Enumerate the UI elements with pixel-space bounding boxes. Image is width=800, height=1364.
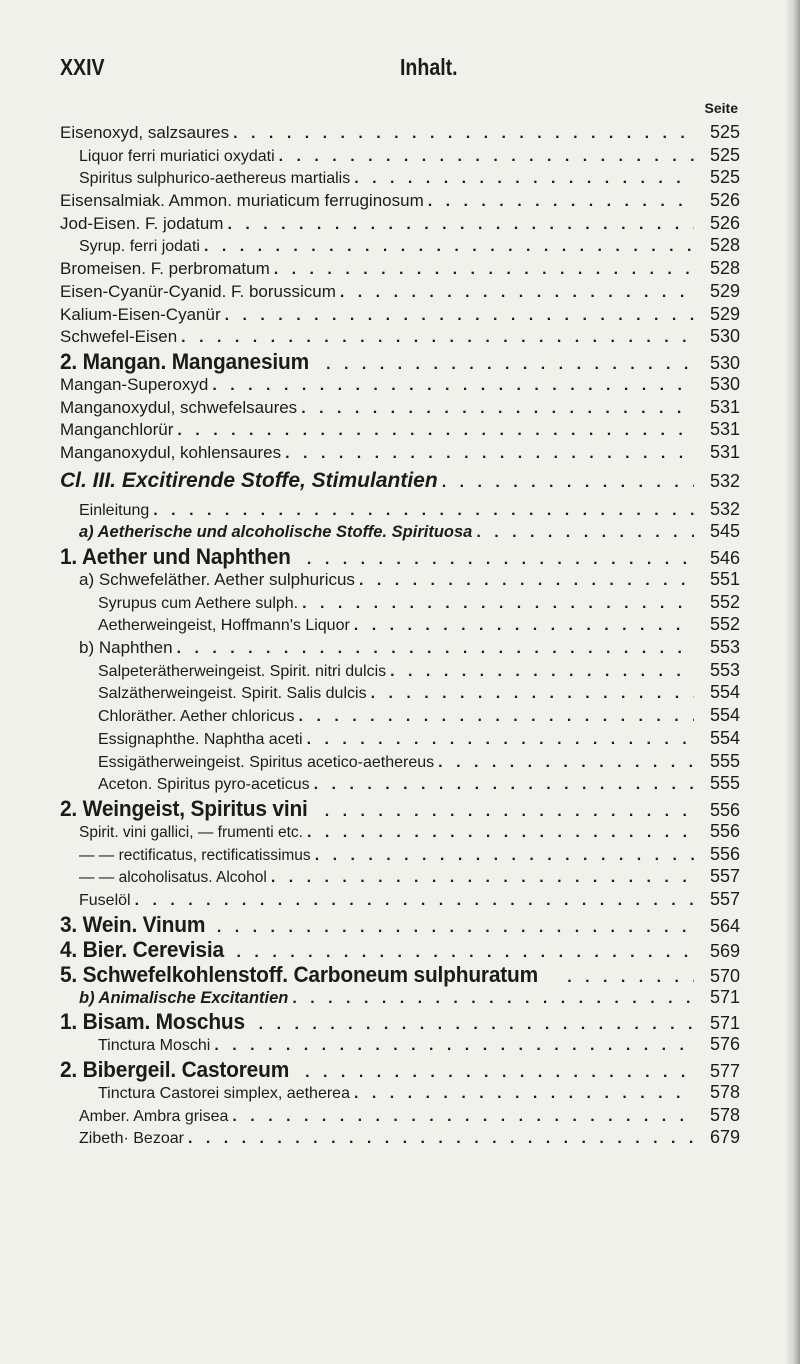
toc-entry xyxy=(60,1105,740,1128)
toc-entry-title: Fuselöl xyxy=(79,891,131,909)
dot-leader xyxy=(371,685,694,703)
toc-entry xyxy=(60,821,740,844)
toc-entry-page: 578 xyxy=(709,1104,740,1125)
toc-entry xyxy=(60,660,740,683)
toc-entry-page: 571 xyxy=(709,986,740,1007)
toc-entry-title: Tinctura Moschi xyxy=(98,1037,211,1055)
toc-entry xyxy=(60,1127,740,1150)
seite-column-label: Seite xyxy=(704,100,738,116)
toc-entry-page: 532 xyxy=(709,470,740,491)
toc-entry xyxy=(60,866,740,889)
dot-leader xyxy=(177,640,694,658)
toc-entry xyxy=(60,592,740,615)
toc-entry-page: 557 xyxy=(709,866,740,887)
toc-entry xyxy=(60,122,740,145)
toc-entry-page: 531 xyxy=(709,419,740,440)
running-title: Inhalt. xyxy=(400,54,458,80)
dot-leader xyxy=(237,944,694,962)
dot-leader xyxy=(307,731,694,749)
toc-entry-title: Manganoxydul, schwefelsaures xyxy=(60,397,298,417)
dot-leader xyxy=(476,524,694,542)
toc-entry-title: Eisenoxyd, salzsaures xyxy=(60,123,230,142)
dot-leader xyxy=(259,1016,694,1034)
toc-entry-title: Essignaphthe. Naphtha aceti xyxy=(98,730,303,748)
toc-entry-page: 557 xyxy=(709,888,740,909)
toc-entry xyxy=(60,281,740,304)
toc-entry xyxy=(60,1057,740,1082)
toc-entry xyxy=(60,326,740,349)
dot-leader xyxy=(325,803,694,821)
dot-leader xyxy=(135,892,694,910)
toc-entry-title: 4. Bier. Cerevisia xyxy=(60,936,224,962)
toc-entry-page: 576 xyxy=(709,1034,740,1055)
toc-entry-page: 564 xyxy=(709,915,740,936)
toc-entry-title: Spiritus sulphurico-aethereus martialis xyxy=(79,170,351,188)
toc-entry-title: Schwefel-Eisen xyxy=(60,327,178,347)
toc-entry xyxy=(60,569,740,592)
toc-entry-page: 551 xyxy=(709,569,740,589)
toc-entry-page: 552 xyxy=(709,591,740,612)
toc-entry-page: 556 xyxy=(709,820,740,841)
toc-entry-title: Einleitung xyxy=(79,501,150,519)
toc-entry-page: 556 xyxy=(709,843,740,864)
toc-entry xyxy=(60,419,740,442)
toc-entry-title: 1. Aether und Naphthen xyxy=(60,544,291,569)
toc-entry-title: 5. Schwefelkohlenstoff. Carboneum sulphuratum xyxy=(60,961,539,987)
toc-entry-page: 528 xyxy=(709,235,740,256)
toc-entry-title: Syrupus cum Aethere sulph. xyxy=(98,594,299,612)
toc-entry-page: 552 xyxy=(709,614,740,635)
dot-leader xyxy=(307,551,694,569)
dot-leader xyxy=(271,869,694,887)
toc-entry xyxy=(60,213,740,236)
dot-leader xyxy=(301,400,694,418)
dot-leader xyxy=(274,261,694,279)
toc-entry xyxy=(60,889,740,912)
toc-entry-page: 555 xyxy=(709,750,740,771)
toc-entry-page: 529 xyxy=(709,280,740,301)
toc-entry xyxy=(60,145,740,168)
dot-leader xyxy=(225,307,694,325)
toc-entry-title: Syrup. ferri jodati xyxy=(79,238,200,256)
toc-entry-title: 1. Bisam. Moschus xyxy=(60,1009,245,1035)
toc-entry-page: 526 xyxy=(709,212,740,233)
toc-entry-title: a) Schwefeläther. Aether sulphuricus xyxy=(79,570,355,589)
toc-entry xyxy=(60,987,740,1010)
toc-entry-title: Bromeisen. F. perbromatum xyxy=(60,259,270,279)
dot-leader xyxy=(292,990,694,1008)
toc-entry-page: 525 xyxy=(709,122,740,142)
toc-entry-title: Jod-Eisen. F. jodatum xyxy=(60,213,224,233)
toc-entry xyxy=(60,912,740,937)
toc-entry xyxy=(60,235,740,258)
toc-entry-page: 531 xyxy=(709,396,740,417)
toc-entry-page: 531 xyxy=(709,441,740,462)
toc-entry xyxy=(60,258,740,281)
toc-entry xyxy=(60,728,740,751)
dot-leader xyxy=(305,1064,694,1082)
toc-entry-title: a) Aetherische und alcoholische Stoffe. Spirituosa xyxy=(79,523,473,542)
toc-entry-page: 525 xyxy=(709,167,740,188)
dot-leader xyxy=(315,847,694,865)
toc-entry xyxy=(60,190,740,213)
toc-entry-page: 525 xyxy=(709,144,740,165)
dot-leader xyxy=(279,148,694,166)
dot-leader xyxy=(340,284,694,302)
dot-leader xyxy=(438,754,694,772)
dot-leader xyxy=(227,216,694,234)
toc-entry-title: Salpeterätherweingeist. Spirit. nitri dulcis xyxy=(98,662,387,680)
dot-leader xyxy=(307,824,694,842)
page-edge-shadow xyxy=(784,0,800,1364)
toc-entry xyxy=(60,397,740,420)
toc-entry-page: 555 xyxy=(709,773,740,794)
toc-entry xyxy=(60,751,740,774)
toc-entry-title: Aetherweingeist, Hoffmann's Liquor xyxy=(98,617,350,635)
toc-entry xyxy=(60,844,740,867)
toc-entry-title: b) Naphthen xyxy=(79,638,173,658)
dot-leader xyxy=(153,502,694,520)
toc-entry xyxy=(60,374,740,397)
toc-entry-page: 556 xyxy=(709,799,740,820)
toc-entry-title: 2. Mangan. Manganesium xyxy=(60,348,309,374)
toc-entry-page: 530 xyxy=(709,373,740,394)
toc-entry xyxy=(60,1082,740,1105)
toc-entry-page: 577 xyxy=(709,1061,740,1081)
toc-entry-page: 528 xyxy=(709,258,740,279)
toc-entry-page: 546 xyxy=(709,548,740,568)
toc-entry xyxy=(60,465,740,499)
dot-leader xyxy=(188,1130,694,1148)
toc-entry xyxy=(60,773,740,796)
toc-entry-page: 554 xyxy=(709,727,740,748)
toc-entry xyxy=(60,349,740,374)
toc-entry xyxy=(60,962,740,987)
toc-entry-title: Amber. Ambra grisea xyxy=(79,1107,229,1125)
dot-leader xyxy=(354,1085,694,1103)
toc-entry-page: 526 xyxy=(709,190,740,211)
toc-entry-title: Zibeth· Bezoar xyxy=(79,1130,184,1148)
toc-entry-page: 571 xyxy=(709,1013,740,1034)
dot-leader xyxy=(354,170,694,188)
dot-leader xyxy=(285,445,694,463)
toc-entry xyxy=(60,682,740,705)
toc-entry-title: 2. Bibergeil. Castoreum xyxy=(60,1057,290,1082)
toc-entry-page: 679 xyxy=(709,1127,740,1148)
toc-entry-page: 554 xyxy=(709,682,740,703)
toc-entry xyxy=(60,796,740,821)
toc-entry-title: Aceton. Spiritus pyro-aceticus xyxy=(98,776,310,794)
toc-entry-title: Manganoxydul, kohlensaures xyxy=(60,442,282,462)
toc-entry-title: Tinctura Castorei simplex, aetherea xyxy=(98,1085,350,1102)
dot-leader xyxy=(214,1037,694,1055)
toc-entry-title: Eisen-Cyanür-Cyanid. F. borussicum xyxy=(60,281,336,301)
dot-leader xyxy=(359,572,694,590)
dot-leader xyxy=(204,238,694,256)
dot-leader xyxy=(428,193,694,211)
toc-entry xyxy=(60,937,740,962)
table-of-contents xyxy=(60,122,740,1150)
toc-entry-title: Salzätherweingeist. Spirit. Salis dulcis xyxy=(98,685,367,703)
toc-entry xyxy=(60,544,740,569)
dot-leader xyxy=(299,708,694,726)
toc-entry xyxy=(60,442,740,465)
toc-entry-title: b) Animalische Excitantien xyxy=(79,988,289,1007)
toc-entry-title: Eisensalmiak. Ammon. muriaticum ferruginosum xyxy=(60,191,424,211)
toc-entry-title: Mangan-Superoxyd xyxy=(60,374,209,394)
toc-entry-page: 554 xyxy=(709,705,740,726)
toc-entry-title: Liquor ferri muriatici oxydati xyxy=(79,147,275,165)
toc-entry-page: 570 xyxy=(709,965,740,986)
toc-entry xyxy=(60,614,740,637)
toc-entry-page: 569 xyxy=(709,940,740,961)
toc-entry-title: Essigätherweingeist. Spiritus acetico-aethereus xyxy=(98,753,435,771)
dot-leader xyxy=(232,1108,694,1126)
toc-entry-title: — — rectificatus, rectificatissimus xyxy=(79,846,311,864)
toc-entry-title: 2. Weingeist, Spiritus vini xyxy=(60,795,308,821)
toc-entry-title: Spirit. vini gallici, — frumenti etc. xyxy=(79,823,303,841)
running-header xyxy=(60,54,740,84)
toc-entry-title: — — alcoholisatus. Alcohol xyxy=(79,869,267,887)
toc-entry xyxy=(60,705,740,728)
toc-entry xyxy=(60,304,740,327)
dot-leader xyxy=(217,919,694,937)
dot-leader xyxy=(314,776,694,794)
toc-entry-page: 578 xyxy=(709,1082,740,1102)
page-number-roman: XXIV xyxy=(60,54,105,80)
toc-entry-title: 3. Wein. Vinum xyxy=(60,911,206,937)
dot-leader xyxy=(177,422,694,440)
dot-leader xyxy=(212,377,694,395)
dot-leader xyxy=(567,969,694,987)
toc-entry-page: 553 xyxy=(709,659,740,680)
toc-entry xyxy=(60,167,740,190)
toc-entry xyxy=(60,1034,740,1057)
toc-entry-page: 532 xyxy=(709,498,740,519)
toc-entry-title: Kalium-Eisen-Cyanür xyxy=(60,304,221,324)
dot-leader xyxy=(442,474,694,492)
toc-entry xyxy=(60,521,740,544)
toc-entry-title: Chloräther. Aether chloricus xyxy=(98,708,295,726)
toc-entry-title: Cl. III. Excitirende Stoffe, Stimulantien xyxy=(60,468,438,492)
toc-entry-page: 545 xyxy=(709,521,740,542)
toc-entry xyxy=(60,1009,740,1034)
toc-entry xyxy=(60,637,740,660)
toc-entry-page: 530 xyxy=(709,352,740,373)
dot-leader xyxy=(181,329,694,347)
dot-leader xyxy=(233,125,694,143)
toc-entry xyxy=(60,499,740,522)
dot-leader xyxy=(302,595,694,613)
toc-entry-title: Manganchlorür xyxy=(60,420,174,440)
dot-leader xyxy=(326,356,694,374)
toc-entry-page: 530 xyxy=(709,326,740,347)
toc-entry-page: 553 xyxy=(709,637,740,658)
dot-leader xyxy=(390,663,694,681)
toc-entry-page: 529 xyxy=(709,303,740,324)
dot-leader xyxy=(354,617,694,635)
